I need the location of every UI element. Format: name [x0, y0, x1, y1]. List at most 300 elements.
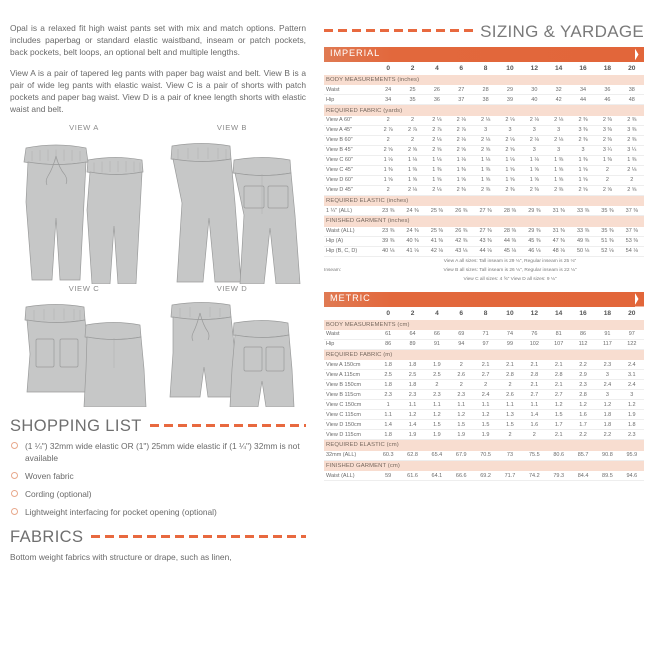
row-label: View C 150cm [324, 400, 376, 410]
size-header-cell: 10 [506, 65, 514, 72]
value-cell: 2 ⅝ [449, 145, 473, 155]
fabrics-text: Bottom weight fabrics with structure or drape, such as linen, [10, 552, 232, 563]
value-cell: 2.8 [547, 370, 571, 380]
value-cell: 1 ⅛ [522, 155, 546, 165]
value-cell: 2 [400, 135, 424, 145]
value-cell: 71.7 [498, 471, 522, 481]
table-row [324, 216, 644, 227]
value-cell: 3 [620, 390, 644, 400]
inseam-note: View B all sizes: Tall inseam is 26 ⅛", Regular inseam is 22 ⅛" [443, 267, 577, 273]
table-row [324, 85, 644, 95]
row-label: Waist [324, 85, 376, 95]
size-header-cell: 16 [579, 65, 587, 72]
table-row [324, 360, 644, 370]
table-row [324, 125, 644, 135]
left-column [0, 0, 320, 650]
value-cell: 1 ⅛ [425, 155, 449, 165]
table-row [324, 246, 644, 256]
value-cell: 1 ⅝ [547, 175, 571, 185]
value-cell: 97 [620, 330, 644, 340]
value-cell: 46 ⅛ [522, 246, 546, 256]
value-cell: 2.1 [473, 360, 497, 370]
value-cell: 2 ⅞ [400, 125, 424, 135]
value-cell: 41 ⅜ [425, 236, 449, 246]
value-cell: 40 ⅛ [376, 246, 400, 256]
value-cell: 1.2 [449, 410, 473, 420]
value-cell: 1.8 [620, 420, 644, 430]
value-cell: 48 ⅛ [547, 246, 571, 256]
value-cell: 2 [620, 175, 644, 185]
value-cell: 2.2 [571, 360, 595, 370]
row-label: View A 45" [324, 125, 376, 135]
section-band-label: FINISHED GARMENT (inches) [324, 216, 644, 227]
value-cell: 2 ⅛ [547, 135, 571, 145]
size-header-cell: 20 [628, 309, 636, 317]
value-cell: 2 ⅛ [425, 185, 449, 195]
value-cell: 2 ⅝ [400, 145, 424, 155]
view-cell-b [158, 123, 306, 284]
view-b-figures [158, 134, 306, 284]
intro-text [10, 22, 306, 115]
value-cell: 26 ⅜ [449, 227, 473, 237]
size-header-cell: 14 [555, 65, 563, 72]
value-cell: 2.2 [595, 430, 619, 440]
value-cell: 1 ⅝ [522, 165, 546, 175]
value-cell: 3 [547, 145, 571, 155]
table-row [324, 330, 644, 340]
value-cell: 2 [376, 116, 400, 126]
value-cell: 1 ⅜ [449, 165, 473, 175]
value-cell: 27 ⅜ [473, 227, 497, 237]
value-cell: 3.1 [620, 370, 644, 380]
value-cell: 2.1 [547, 430, 571, 440]
value-cell: 74 [498, 330, 522, 340]
value-cell: 1.4 [376, 420, 400, 430]
value-cell: 2 ⅝ [571, 185, 595, 195]
value-cell: 27 ⅜ [473, 206, 497, 216]
value-cell: 2 ⅛ [425, 116, 449, 126]
view-row-ab [10, 123, 306, 284]
value-cell: 25 ⅜ [425, 227, 449, 237]
value-cell: 59 [376, 471, 400, 481]
value-cell: 2.7 [522, 390, 546, 400]
value-cell: 2.3 [400, 390, 424, 400]
value-cell: 1 ⅜ [425, 165, 449, 175]
value-cell: 61 [376, 330, 400, 340]
fabrics-title: FABRICS [10, 528, 84, 547]
ribbon-notch [634, 47, 644, 62]
value-cell: 1 ⅛ [449, 155, 473, 165]
shopping-list [10, 440, 306, 518]
shopping-item-label: (1 ¼") 32mm wide elastic OR (1") 25mm wide elastic if (1 ¼") 32mm is not available [25, 441, 300, 464]
value-cell: 75.5 [522, 451, 546, 461]
checkbox-circle-icon[interactable] [11, 508, 18, 515]
inseam-label [324, 256, 376, 266]
view-b-illustration [158, 134, 306, 284]
value-cell: 1 ⅜ [400, 165, 424, 175]
value-cell: 74.2 [522, 471, 546, 481]
table-row [324, 256, 644, 266]
value-cell: 2 ⅜ [473, 185, 497, 195]
value-cell: 47 ⅜ [547, 236, 571, 246]
size-header-cell: 2 [410, 309, 415, 317]
value-cell: 1.1 [449, 400, 473, 410]
value-cell: 102 [522, 339, 546, 349]
value-cell: 1.3 [498, 410, 522, 420]
value-cell: 40 ⅜ [400, 236, 424, 246]
value-cell: 49 ⅜ [571, 236, 595, 246]
size-header-cell: 6 [459, 309, 464, 317]
size-header-cell: 6 [459, 65, 464, 72]
value-cell: 1 [376, 400, 400, 410]
imperial-table [324, 63, 644, 284]
row-label: View C 115cm [324, 410, 376, 420]
fabrics-heading [10, 528, 306, 547]
value-cell: 2 ⅜ [620, 116, 644, 126]
checkbox-circle-icon[interactable] [11, 442, 18, 449]
value-cell: 1 ⅜ [620, 155, 644, 165]
value-cell: 2.5 [376, 370, 400, 380]
value-cell: 2.1 [522, 360, 546, 370]
value-cell: 38 [620, 85, 644, 95]
value-cell: 94 [449, 339, 473, 349]
value-cell: 34 [376, 95, 400, 105]
value-cell: 1.5 [498, 420, 522, 430]
table-row [324, 63, 644, 75]
value-cell: 2 ⅝ [425, 145, 449, 155]
row-label: View D 60" [324, 175, 376, 185]
size-header-cell: 12 [530, 309, 538, 317]
value-cell: 2.4 [620, 380, 644, 390]
view-illustrations [10, 123, 306, 407]
value-cell: 48 [620, 95, 644, 105]
inseam-label [324, 275, 376, 284]
imperial-ribbon [324, 47, 644, 62]
value-cell: 43 ⅛ [449, 246, 473, 256]
value-cell: 2 ⅞ [449, 125, 473, 135]
value-cell: 40 [522, 95, 546, 105]
value-cell: 99 [498, 339, 522, 349]
sizing-title-row [324, 22, 644, 42]
value-cell: 24 ⅜ [400, 227, 424, 237]
row-label: View B 45" [324, 145, 376, 155]
value-cell: 1.1 [376, 410, 400, 420]
value-cell: 2 ⅜ [449, 185, 473, 195]
list-item [10, 470, 306, 482]
value-cell: 81 [547, 330, 571, 340]
value-cell: 2 ⅛ [522, 135, 546, 145]
value-cell: 29 ⅜ [522, 227, 546, 237]
value-cell: 2.8 [498, 370, 522, 380]
value-cell: 35 [400, 95, 424, 105]
value-cell: 38 [473, 95, 497, 105]
value-cell: 37 ⅜ [620, 206, 644, 216]
value-cell: 45 ⅜ [522, 236, 546, 246]
value-cell: 41 ⅛ [400, 246, 424, 256]
table-row [324, 185, 644, 195]
section-band-label: REQUIRED ELASTIC (cm) [324, 440, 644, 451]
value-cell: 37 [449, 95, 473, 105]
value-cell: 1.5 [449, 420, 473, 430]
value-cell: 1.8 [376, 380, 400, 390]
size-header-cell: 16 [579, 309, 587, 317]
value-cell: 112 [571, 339, 595, 349]
row-label-empty [324, 63, 376, 75]
value-cell: 1 ⅛ [498, 155, 522, 165]
value-cell: 25 ⅜ [425, 206, 449, 216]
value-cell: 24 ⅜ [400, 206, 424, 216]
value-cell: 2 [449, 380, 473, 390]
size-header-cell: 4 [435, 65, 439, 72]
metric-table [324, 308, 644, 482]
shopping-list-heading [10, 417, 306, 436]
value-cell: 1.7 [547, 420, 571, 430]
value-cell: 2 [522, 430, 546, 440]
table-row [324, 451, 644, 461]
row-label: Hip [324, 95, 376, 105]
value-cell: 1 ⅛ [376, 155, 400, 165]
value-cell: 29 ⅜ [522, 206, 546, 216]
value-cell: 2 ⅛ [449, 135, 473, 145]
value-cell: 1.8 [376, 360, 400, 370]
value-cell: 52 ⅛ [595, 246, 619, 256]
shopping-item-label: Lightweight interfacing for pocket opening (optional) [25, 507, 217, 518]
view-c-illustration [10, 297, 158, 407]
value-cell: 2 ⅜ [620, 135, 644, 145]
value-cell: 2 ⅛ [449, 116, 473, 126]
page-title: SIZING & YARDAGE [480, 22, 644, 41]
value-cell: 2 ⅜ [595, 135, 619, 145]
value-cell: 86 [571, 330, 595, 340]
value-cell: 71 [473, 330, 497, 340]
table-row [324, 349, 644, 360]
value-cell: 91 [595, 330, 619, 340]
shopping-item-label: Woven fabric [25, 471, 74, 482]
table-row [324, 105, 644, 116]
table-row [324, 370, 644, 380]
value-cell: 2.8 [571, 390, 595, 400]
value-cell: 2.4 [620, 360, 644, 370]
table-row [324, 165, 644, 175]
value-cell: 1 ⅜ [571, 155, 595, 165]
table-row [324, 135, 644, 145]
value-cell: 2 [425, 380, 449, 390]
value-cell: 1 ⅛ [400, 155, 424, 165]
value-cell: 42 ⅜ [449, 236, 473, 246]
value-cell: 2.2 [571, 430, 595, 440]
shopping-item-label: Cording (optional) [25, 489, 92, 500]
value-cell: 44 [571, 95, 595, 105]
value-cell: 64 [400, 330, 424, 340]
value-cell: 26 [425, 85, 449, 95]
value-cell: 90.8 [595, 451, 619, 461]
row-label: Hip [324, 339, 376, 349]
value-cell: 2.3 [449, 390, 473, 400]
section-band-label: FINISHED GARMENT (cm) [324, 460, 644, 471]
value-cell: 2.5 [425, 370, 449, 380]
ribbon-body [324, 292, 635, 307]
value-cell: 66.6 [449, 471, 473, 481]
value-cell: 95.9 [620, 451, 644, 461]
value-cell: 24 [376, 85, 400, 95]
size-header-cell: 8 [483, 309, 488, 317]
value-cell: 2.5 [400, 370, 424, 380]
row-label: Waist [324, 330, 376, 340]
value-cell: 1.2 [571, 400, 595, 410]
value-cell: 3 ⅜ [571, 125, 595, 135]
value-cell: 2 ⅛ [547, 116, 571, 126]
value-cell: 1 ⅝ [522, 175, 546, 185]
value-cell: 2 ⅛ [400, 185, 424, 195]
view-cell-c [10, 284, 158, 407]
value-cell: 1.2 [547, 400, 571, 410]
value-cell: 107 [547, 339, 571, 349]
value-cell: 1.6 [522, 420, 546, 430]
value-cell: 2 ⅞ [376, 125, 400, 135]
value-cell: 85.7 [571, 451, 595, 461]
view-label-d: VIEW D [216, 284, 248, 294]
value-cell: 1 ⅝ [498, 165, 522, 175]
value-cell: 36 [595, 85, 619, 95]
value-cell: 2.6 [449, 370, 473, 380]
view-label-b: VIEW B [216, 123, 248, 133]
value-cell: 1 ⅝ [571, 165, 595, 175]
table-row [324, 95, 644, 105]
row-label: View D 115cm [324, 430, 376, 440]
value-cell: 2 ⅜ [522, 185, 546, 195]
checkbox-circle-icon[interactable] [11, 472, 18, 479]
value-cell: 46 [595, 95, 619, 105]
row-label: View D 150cm [324, 420, 376, 430]
value-cell: 2 ⅜ [547, 185, 571, 195]
value-cell: 117 [595, 339, 619, 349]
value-cell: 1 ⅛ [473, 155, 497, 165]
row-label: View A 115cm [324, 370, 376, 380]
value-cell: 1 ⅝ [425, 175, 449, 185]
value-cell: 1.1 [425, 400, 449, 410]
value-cell: 2 ⅝ [473, 145, 497, 155]
row-label: Hip (A) [324, 236, 376, 246]
table-row [324, 175, 644, 185]
value-cell: 53 ⅜ [620, 236, 644, 246]
value-cell: 2.3 [595, 360, 619, 370]
value-cell: 89 [400, 339, 424, 349]
value-cell: 2 ⅜ [571, 135, 595, 145]
checkbox-circle-icon[interactable] [11, 490, 18, 497]
view-label-a: VIEW A [69, 123, 99, 133]
value-cell: 2 [449, 360, 473, 370]
table-row [324, 440, 644, 451]
section-band-label: BODY MEASUREMENTS (inches) [324, 75, 644, 85]
value-cell: 1 ⅜ [547, 155, 571, 165]
view-d-figures [158, 295, 306, 407]
value-cell: 2 ⅛ [473, 116, 497, 126]
value-cell: 2 [595, 165, 619, 175]
value-cell: 3 ⅜ [620, 125, 644, 135]
value-cell: 2 ⅛ [473, 135, 497, 145]
value-cell: 2 ⅛ [498, 116, 522, 126]
value-cell: 89.5 [595, 471, 619, 481]
value-cell: 3 [473, 125, 497, 135]
size-header-cell: 10 [506, 309, 514, 317]
value-cell: 2.7 [547, 390, 571, 400]
value-cell: 2 [400, 116, 424, 126]
value-cell: 2.3 [376, 390, 400, 400]
value-cell: 70.5 [473, 451, 497, 461]
size-header-cell: 20 [628, 65, 636, 72]
section-band-label: REQUIRED ELASTIC (inches) [324, 195, 644, 206]
value-cell: 2.9 [571, 370, 595, 380]
value-cell: 2 [376, 135, 400, 145]
intro-paragraph-2: View A is a pair of tapered leg pants with paper bag waist and belt. View B is a pair of wide leg pants with elastic waist. View C is a pair of shorts with patch pockets and paper bag waist. View D is a pair of knee length shorts with elastic waist and belt. [10, 67, 306, 115]
value-cell: 29 [498, 85, 522, 95]
value-cell: 3 [498, 125, 522, 135]
value-cell: 39 ⅜ [376, 236, 400, 246]
row-label: View B 150cm [324, 380, 376, 390]
value-cell: 1.1 [522, 400, 546, 410]
value-cell: 2 ⅝ [620, 185, 644, 195]
inseam-note: View C all sizes: 4 ⅝" View D all sizes: 9 ⅛" [463, 276, 557, 282]
value-cell: 94.6 [620, 471, 644, 481]
value-cell: 28 ⅜ [498, 227, 522, 237]
inseam-note: View A all sizes: Tall inseam is 29 ⅛", Regular inseam is 25 ⅛" [443, 258, 577, 264]
value-cell: 76 [522, 330, 546, 340]
value-cell: 1 ⅝ [449, 175, 473, 185]
value-cell: 35 ⅜ [595, 227, 619, 237]
value-cell: 3 [547, 125, 571, 135]
view-d-illustration [158, 297, 306, 407]
value-cell: 30 [522, 85, 546, 95]
value-cell: 2.1 [498, 360, 522, 370]
value-cell: 1.2 [400, 410, 424, 420]
table-row [324, 390, 644, 400]
table-row [324, 471, 644, 481]
table-row [324, 75, 644, 85]
value-cell: 2.4 [595, 380, 619, 390]
table-row [324, 155, 644, 165]
value-cell: 23 ⅜ [376, 227, 400, 237]
value-cell: 66 [425, 330, 449, 340]
value-cell: 1 ⅝ [400, 175, 424, 185]
value-cell: 2 [473, 380, 497, 390]
value-cell: 2 [498, 430, 522, 440]
value-cell: 1.8 [595, 420, 619, 430]
value-cell: 1.9 [425, 360, 449, 370]
value-cell: 3 [571, 145, 595, 155]
value-cell: 1 ⅝ [547, 165, 571, 175]
value-cell: 1.8 [595, 410, 619, 420]
table-row [324, 380, 644, 390]
dashed-divider [91, 535, 306, 538]
value-cell: 73 [498, 451, 522, 461]
value-cell: 2 [376, 185, 400, 195]
value-cell: 62.8 [400, 451, 424, 461]
value-cell: 2 ⅛ [498, 135, 522, 145]
table-row [324, 400, 644, 410]
table-row [324, 227, 644, 237]
value-cell: 3 ¼ [620, 145, 644, 155]
row-label: View C 60" [324, 155, 376, 165]
intro-paragraph-1: Opal is a relaxed fit high waist pants set with mix and match options. Pattern includes paperbag or standard elastic waistband, inseam or patch pockets, back pockets, belt loops, an optional belt and multiple lengths. [10, 23, 306, 58]
value-cell: 3 [522, 145, 546, 155]
value-cell: 1.2 [595, 400, 619, 410]
value-cell: 31 ⅜ [547, 206, 571, 216]
row-label: Waist (ALL) [324, 471, 376, 481]
value-cell: 34 [571, 85, 595, 95]
view-a-illustration [10, 134, 158, 284]
value-cell: 39 [498, 95, 522, 105]
row-label: View A 60" [324, 116, 376, 126]
